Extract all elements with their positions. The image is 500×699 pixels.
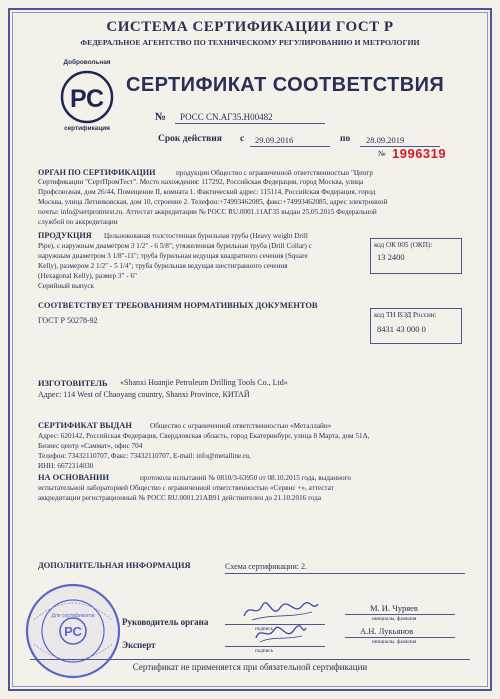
validity-to-label: по — [340, 134, 351, 144]
signature-icon-2 — [250, 622, 310, 646]
expert-signature-caption: подпись — [255, 648, 274, 654]
additional-info-label: ДОПОЛНИТЕЛЬНАЯ ИНФОРМАЦИЯ — [38, 561, 191, 570]
validity-label: Срок действия — [158, 134, 222, 144]
certificate-page: СИСТЕМА СЕРТИФИКАЦИИ ГОСТ Р ФЕДЕРАЛЬНОЕ АГЕНТСТВО ПО ТЕХНИЧЕСКОМУ РЕГУЛИРОВАНИЮ И МЕТРОЛОГИИ РС Добровольная сертификация СЕРТИФИКАТ СООТВЕТСТВИЯ № РОСС CN.АГ35.Н00482 Срок действия с 29.09.2016 по 28.09.2019 № 1996319 ОРГАН ПО СЕРТИФИКАЦИИ продукции Общество с ограниченной ответственностью "Центр Сертификации "СертПромТест". Место нахождения: 117292, Российская Федерация, город Москва, улица Профсоюзная, дом 26/44, Помещение II, комната 1. Фактический адрес: 115114, Российская Федерация, город Москва, улица Летниковская, дом 10, строение 2. Телефон:+74993462085, факс:+74993462085, адрес электронной почты: info@sertpromtest.ru. Аттестат аккредитации № РОСС RU.0001.11АГ35 выдан 25.05.2015 Федеральной службой по аккредитации ПРОДУКЦИЯ Цельнокованая толстостенная бурильная труба (Heavy weight Drill Pipe), с наружным диаметром 3 1/2" - 6 5/8"; утяжеленная бурильная труба (Drill Collar) с наружным диаметром 3 1/8"-11"; труба бурильная ведущая квадратного сечения (Square Kelly), размером 2 1/2" - 5 1/4"; труба бурильная ведущая шестигранного сечения (Hexagonal Kelly), размер 3" - 6" Серийный выпуск код ОК 005 (ОКП): 13 2400 СООТВЕТСТВУЕТ ТРЕБОВАНИЯМ НОРМАТИВНЫХ ДОКУМЕНТОВ ГОСТ Р 50278-92 код ТН ВЭД России: 8431 43 000 0 ИЗГОТОВИТЕЛЬ «Shanxi Huanjie Petroleum Drilling Tools Co., Ltd» Адрес: 114 West of Chaoyang country, Shanxi Province, КИТАЙ СЕРТИФИКАТ ВЫДАН Общество с ограниченной ответственностью «Металлайн» Адрес: 620142, Российская Федерация, Свердловская область, город Екатеринбург, улица 8 Марта, дом 51А, Бизнес центр «Саммат», офис 704 Телефон: 73432110707, Факс: 73432110707, E-mail: info@metalline.ru, ИНН: 6672314030 НА ОСНОВАНИИ протокола испытаний № 0810/3-63950 от 08.10.2015 года, выданного испытательной лабораторией Общество с ограниченной ответственностью «Сервис +», аттестат аккредитации регистрационный № РОСС RU.0001.21АВ91 действителен до 21.10.2016 года ДОПОЛНИТЕЛЬНАЯ ИНФОРМАЦИЯ Схема сертификации: 2. РС Для сертификатов Руководитель органа подпись М. И. Чуряев инициалы, фамилия Эксперт подпись А.Н. Лукьянов инициалы, фамилия Сертификат не применяется при обязательной сертификации — [0, 0, 500, 699]
manufacturer-label: ИЗГОТОВИТЕЛЬ — [38, 379, 108, 388]
product-text-1: Pipe), с наружным диаметром 3 1/2" - 6 5/8"; утяжеленная бурильная труба (Drill Collar) с — [38, 242, 312, 250]
organ-text-2: Профсоюзная, дом 26/44, Помещение II, комната 1. Фактический адрес: 115114, Российская Федерация, город — [38, 188, 376, 196]
stamp-top-text: Для сертификатов — [51, 613, 95, 619]
organ-text-0: продукции Общество с ограниченной ответственностью "Центр — [176, 169, 373, 177]
svg-text:РС: РС — [64, 624, 82, 639]
signature-icon — [240, 596, 320, 624]
logo-bottom-text: сертификация — [64, 125, 110, 132]
expert-signature — [250, 622, 310, 646]
okp-code-value: 13 2400 — [377, 252, 405, 262]
organ-text-5: службой по аккредитации — [38, 218, 118, 226]
expert-name: А.Н. Лукьянов — [360, 626, 414, 636]
conformity-label: СООТВЕТСТВУЕТ ТРЕБОВАНИЯМ НОРМАТИВНЫХ ДОКУМЕНТОВ — [38, 301, 318, 310]
head-label: Руководитель органа — [122, 617, 209, 627]
head-signature-caption: подпись — [255, 626, 274, 632]
basis-text-1: испытательной лабораторией Общество с ограниченной ответственностью «Сервис +», аттестат — [38, 484, 334, 492]
basis-text-0: протокола испытаний № 0810/3-63950 от 08.10.2015 года, выданного — [140, 474, 351, 482]
certificate-title: СЕРТИФИКАТ СООТВЕТСТВИЯ — [126, 74, 445, 96]
certificate-number: РОСС CN.АГ35.Н00482 — [180, 112, 273, 122]
system-title: СИСТЕМА СЕРТИФИКАЦИИ ГОСТ Р — [106, 19, 394, 35]
organ-text-4: почты: info@sertpromtest.ru. Аттестат аккредитации № РОСС RU.0001.11АГ35 выдан 25.05.2015 Федеральной — [38, 208, 377, 216]
certification-scheme: Схема сертификации: 2. — [225, 562, 307, 571]
product-text-5: Серийный выпуск — [38, 282, 95, 290]
product-text-3: Kelly), размером 2 1/2" - 5 1/4"; труба бурильная ведущая шестигранного сечения — [38, 262, 288, 270]
logo-top-text: Добровольная — [63, 59, 111, 66]
head-name: М. И. Чуряев — [370, 603, 418, 613]
standard-code: ГОСТ Р 50278-92 — [38, 316, 98, 325]
validity-to-date: 28.09.2019 — [366, 135, 405, 145]
svg-text:РС: РС — [69, 85, 105, 113]
okp-code-box — [370, 238, 462, 274]
issued-to-text-2: Телефон: 73432110707, Факс: 73432110707, E-mail: info@metalline.ru, — [38, 452, 251, 460]
footer-note: Сертификат не применяется при обязательной сертификации — [132, 662, 368, 672]
manufacturer-name: «Shanxi Huanjie Petroleum Drilling Tools Co., Ltd» — [120, 378, 288, 387]
tnved-code-box — [370, 308, 462, 344]
expert-name-caption: инициалы, фамилия — [372, 639, 417, 645]
number-prefix: № — [155, 111, 167, 123]
issued-to-text-3: ИНН: 6672314030 — [38, 462, 94, 470]
organ-text-1: Сертификации "СертПромТест". Место нахождения: 117292, Российская Федерация, город Москва, улица — [38, 178, 364, 186]
manufacturer-address: Адрес: 114 West of Chaoyang country, Shanxi Province, КИТАЙ — [38, 390, 250, 399]
organ-label: ОРГАН ПО СЕРТИФИКАЦИИ — [38, 168, 156, 177]
voluntary-certification-logo — [52, 57, 122, 137]
validity-from-date: 29.09.2016 — [255, 135, 294, 145]
product-label: ПРОДУКЦИЯ — [38, 231, 92, 240]
agency-title: ФЕДЕРАЛЬНОЕ АГЕНТСТВО ПО ТЕХНИЧЕСКОМУ РЕГУЛИРОВАНИЮ И МЕТРОЛОГИИ — [80, 38, 420, 47]
validity-from-label: с — [240, 134, 245, 144]
okp-code-label: код ОК 005 (ОКП): — [374, 241, 433, 249]
head-signature — [240, 596, 320, 624]
serial-number: 1996319 — [392, 146, 447, 161]
basis-text-2: аккредитации регистрационный № РОСС RU.0001.21АВ91 действителен до 21.10.2016 года — [38, 494, 322, 502]
product-text-0: Цельнокованая толстостенная бурильная труба (Heavy weight Drill — [104, 232, 308, 240]
issued-to-text-1: Бизнес центр «Саммат», офис 704 — [38, 442, 143, 450]
issued-to-label: СЕРТИФИКАТ ВЫДАН — [38, 421, 132, 430]
expert-label: Эксперт — [122, 640, 156, 650]
organ-text-3: Москва, улица Летниковская, дом 10, строение 2. Телефон:+74993462085, факс:+74993462085, адрес электронной — [38, 198, 388, 206]
issued-to-name: Общество с ограниченной ответственностью «Металлайн» — [150, 422, 332, 430]
tnved-code-value: 8431 43 000 0 — [377, 324, 426, 334]
head-name-caption: инициалы, фамилия — [372, 616, 417, 622]
tnved-code-label: код ТН ВЭД России: — [374, 311, 437, 319]
issued-to-text-0: Адрес: 620142, Российская Федерация, Свердловская область, город Екатеринбург, улица 8 Марта, дом 51А, — [38, 432, 370, 440]
product-text-4: (Hexagonal Kelly), размер 3" - 6" — [38, 272, 137, 280]
product-text-2: наружным диаметром 3 1/8"-11"; труба бурильная ведущая квадратного сечения (Square — [38, 252, 308, 260]
basis-label: НА ОСНОВАНИИ — [38, 473, 109, 482]
